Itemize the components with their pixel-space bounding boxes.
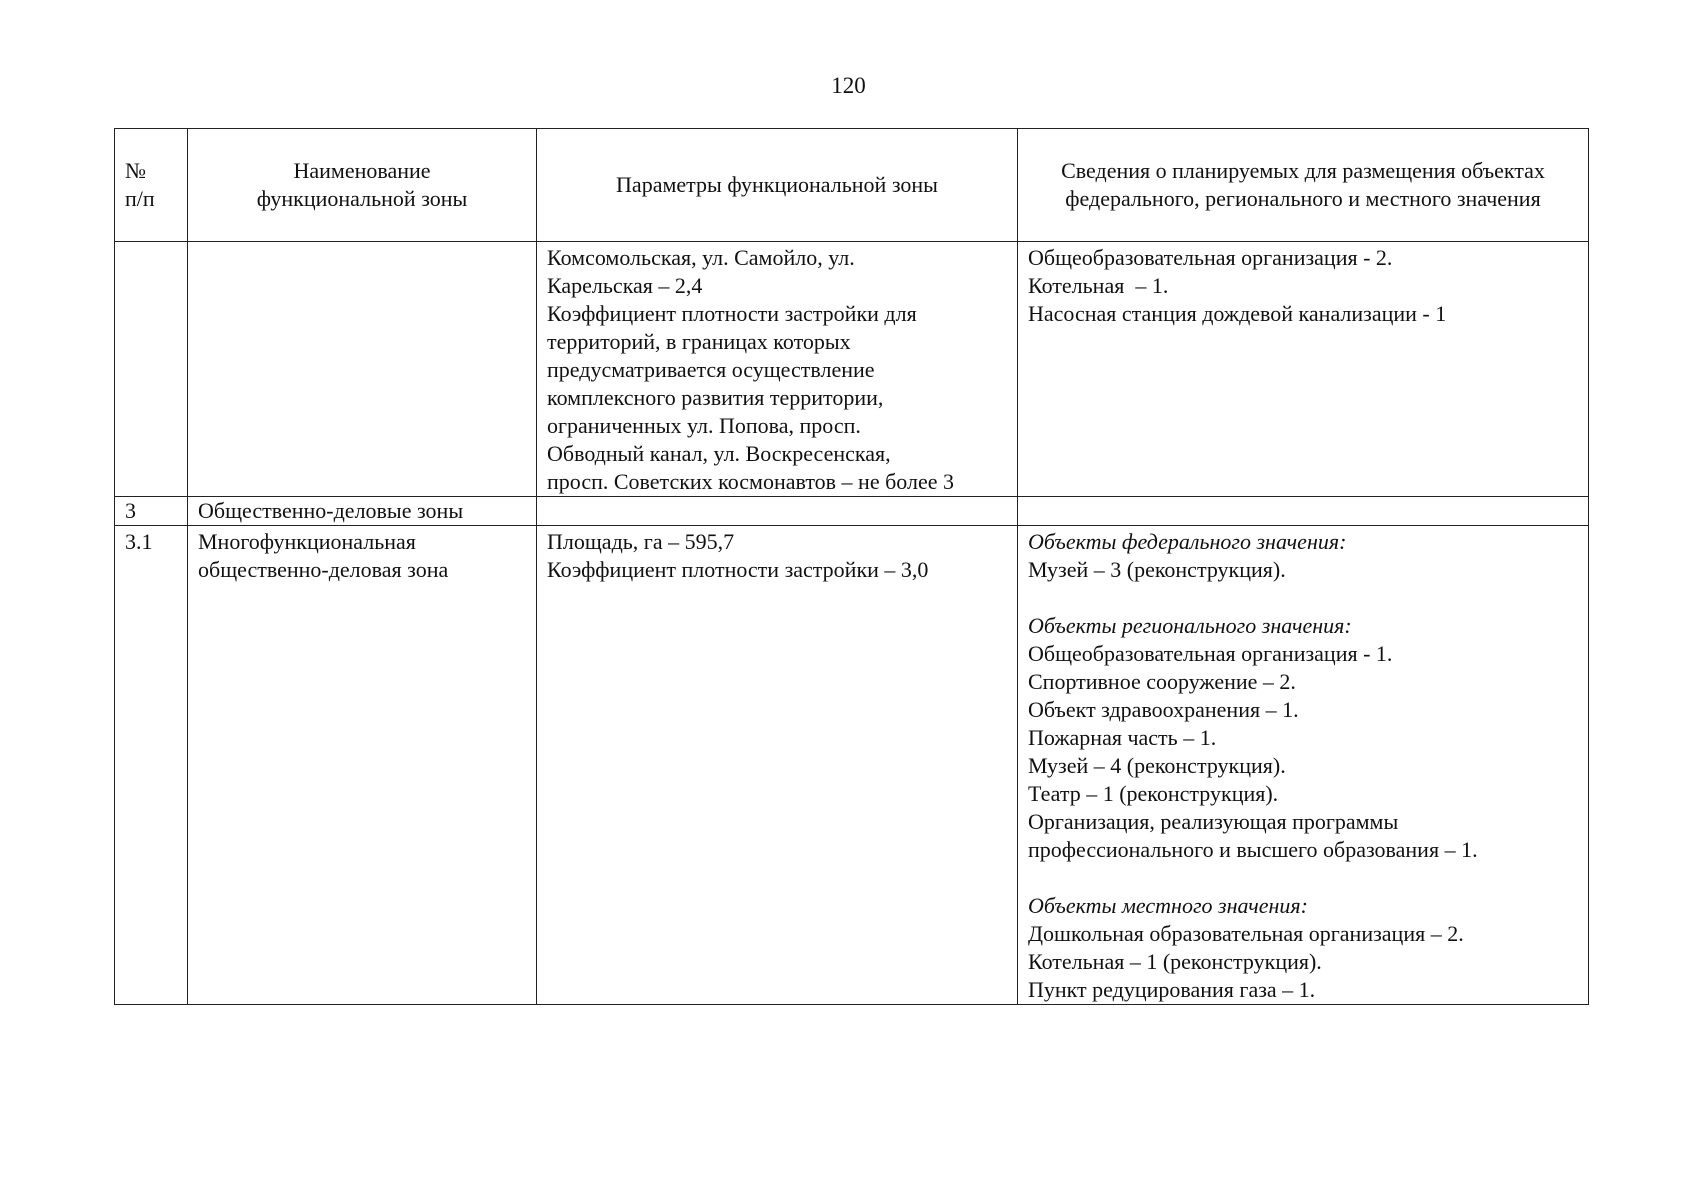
cell-zone-params (537, 526, 1018, 1005)
zone-name-line: Многофункциональная (198, 529, 416, 554)
object-line: Театр – 1 (реконструкция). (1028, 781, 1279, 806)
params-line: Коэффициент плотности застройки для (547, 301, 917, 326)
object-line: профессионального и высшего образования – 1. (1028, 837, 1478, 862)
object-line: Пункт редуцирования газа – 1. (1028, 977, 1316, 1002)
params-line: Коэффициент плотности застройки – 3,0 (547, 557, 929, 582)
object-line: Спортивное сооружение – 2. (1028, 669, 1296, 694)
table-row-section (115, 497, 1589, 526)
cell-zone-name (188, 242, 537, 497)
params-line: территорий, в границах которых (547, 329, 851, 354)
params-line: Обводный канал, ул. Воскресенская, (547, 441, 891, 466)
header-planned-objects (1018, 129, 1589, 242)
object-line: Музей – 4 (реконструкция). (1028, 753, 1286, 778)
header-num-line: № (125, 158, 146, 183)
params-line: Площадь, га – 595,7 (547, 529, 735, 554)
section-title-text: Общественно-деловые зоны (198, 498, 464, 523)
object-line: Насосная станция дождевой канализации - 1 (1028, 301, 1447, 326)
header-planned-objects-line: Сведения о планируемых для размещения объектах (1061, 158, 1545, 183)
cell-zone-params (537, 242, 1018, 497)
object-line: Общеобразовательная организация - 1. (1028, 641, 1393, 666)
spacer (1028, 584, 1578, 612)
object-line: Музей – 3 (реконструкция). (1028, 557, 1286, 582)
params-line: комплексного развития территории, (547, 385, 884, 410)
functional-zones-table (114, 128, 1589, 1005)
header-zone-name-line: Наименование (293, 158, 431, 183)
header-zone-name-line: функциональной зоны (256, 186, 468, 211)
header-num-line: п/п (125, 186, 155, 211)
section-empty-cell (537, 497, 1018, 526)
object-line: Организация, реализующая программы (1028, 809, 1399, 834)
cell-zone-name (188, 526, 537, 1005)
header-num (115, 129, 188, 242)
object-line: Котельная – 1. (1028, 273, 1169, 298)
header-zone-name (188, 129, 537, 242)
header-planned-objects-line: федерального, регионального и местного значения (1065, 186, 1541, 211)
params-line: просп. Советских космонавтов – не более 3 (547, 469, 955, 494)
header-zone-params (537, 129, 1018, 242)
cell-num: 3.1 (115, 526, 188, 1005)
object-line: Общеобразовательная организация - 2. (1028, 245, 1393, 270)
section-num: 3 (115, 497, 188, 526)
table-row-item (115, 526, 1589, 1005)
params-line: ограниченных ул. Попова, просп. (547, 413, 861, 438)
table-header-row (115, 129, 1589, 242)
section-empty-cell (1018, 497, 1589, 526)
zone-name-line: общественно-деловая зона (198, 557, 449, 582)
local-heading: Объекты местного значения: (1028, 893, 1308, 918)
object-line: Дошкольная образовательная организация – 2. (1028, 921, 1464, 946)
params-line: предусматривается осуществление (547, 357, 875, 382)
table-row-continuation (115, 242, 1589, 497)
params-line: Карельская – 2,4 (547, 273, 703, 298)
cell-planned-objects (1018, 242, 1589, 497)
cell-planned-objects (1018, 526, 1589, 1005)
object-line: Объект здравоохранения – 1. (1028, 697, 1299, 722)
object-line: Пожарная часть – 1. (1028, 725, 1217, 750)
spacer (1028, 864, 1578, 892)
regional-heading: Объекты регионального значения: (1028, 613, 1352, 638)
cell-num (115, 242, 188, 497)
header-zone-params-line: Параметры функциональной зоны (616, 172, 938, 197)
params-line: Комсомольская, ул. Самойло, ул. (547, 245, 855, 270)
page-number: 120 (831, 73, 866, 98)
object-line: Котельная – 1 (реконструкция). (1028, 949, 1322, 974)
section-title (188, 497, 537, 526)
federal-heading: Объекты федерального значения: (1028, 529, 1347, 554)
